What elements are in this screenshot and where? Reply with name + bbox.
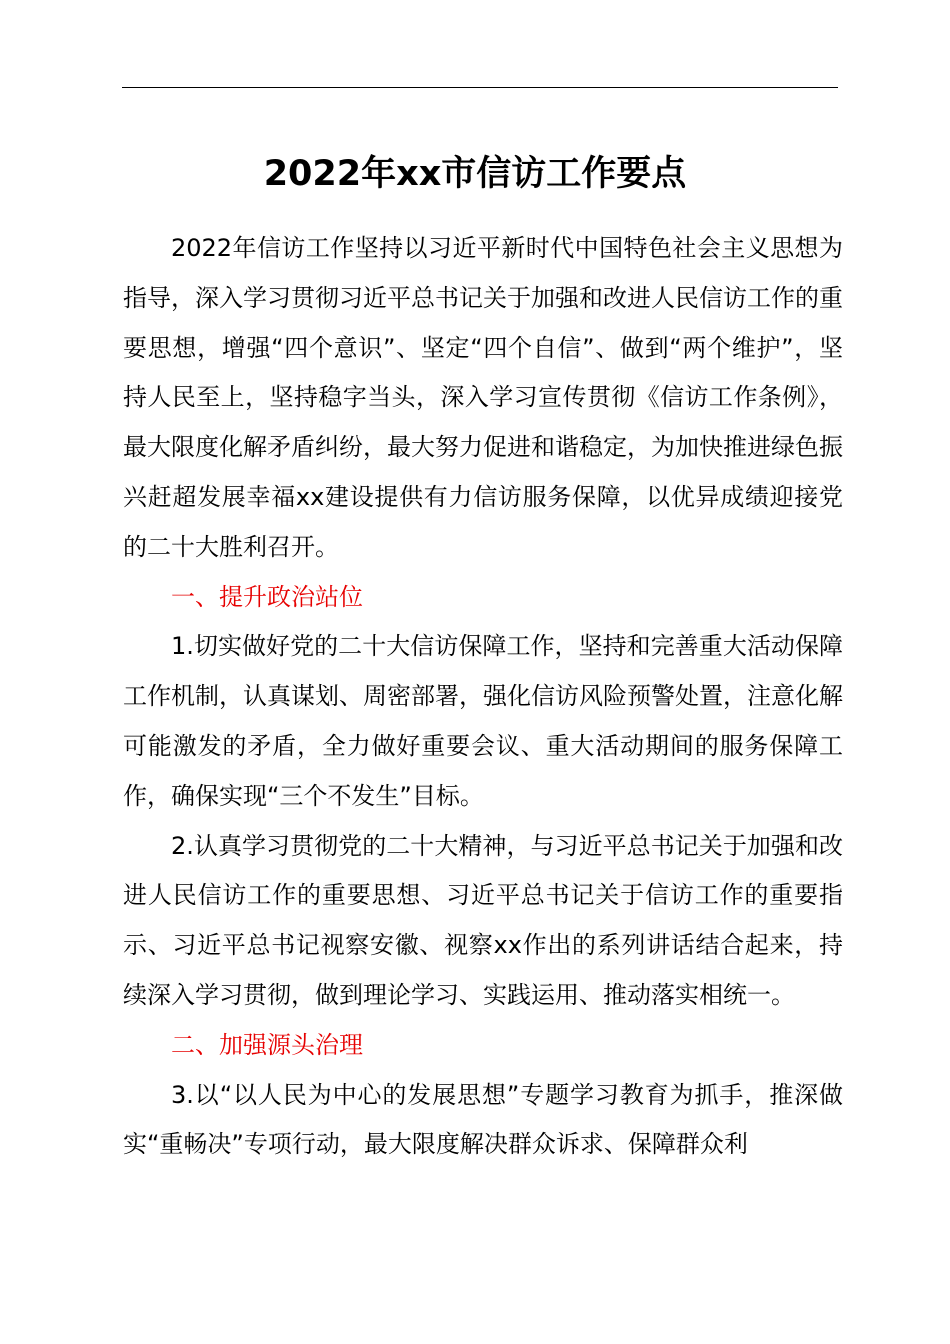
section-heading-political-stance: 一、提升政治站位 — [171, 582, 363, 611]
document-title: 2022年xx市信访工作要点 — [263, 154, 687, 194]
list-item: 1.切实做好党的二十大信访保障工作，坚持和完善重大活动保障工作机制，认真谋划、周密部署，强化信访风险预警处置，注意化解可能激发的矛盾，全力做好重要会议、重大活动期间的服务保障工作，确保实现“三个不发生”目标。 — [123, 632, 843, 810]
list-item: 2.认真学习贯彻党的二十大精神，与习近平总书记关于加强和改进人民信访工作的重要思想、习近平总书记关于信访工作的重要指示、习近平总书记视察安徽、视察xx作出的系列讲话结合起来，持续深入学习贯彻，做到理论学习、实践运用、推动落实相统一。 — [123, 831, 843, 1009]
list-item: 3.以“以人民为中心的发展思想”专题学习教育为抓手，推深做实“重畅决”专项行动，最大限度解决群众诉求、保障群众利 — [123, 1080, 843, 1159]
intro-paragraph: 2022年信访工作坚持以习近平新时代中国特色社会主义思想为指导，深入学习贯彻习近平总书记关于加强和改进人民信访工作的重要思想，增强“四个意识”、坚定“四个自信”、做到“两个维护”，坚持人民至上，坚持稳字当头，深入学习宣传贯彻《信访工作条例》，最大限度化解矛盾纠纷，最大努力促进和谐稳定，为加快推进绿色振兴赶超发展幸福xx建设提供有力信访服务保障，以优异成绩迎接党的二十大胜利召开。 — [123, 234, 843, 561]
document-body — [123, 224, 843, 1170]
header-rule — [122, 87, 838, 88]
section-heading-source-governance: 二、加强源头治理 — [171, 1030, 363, 1059]
